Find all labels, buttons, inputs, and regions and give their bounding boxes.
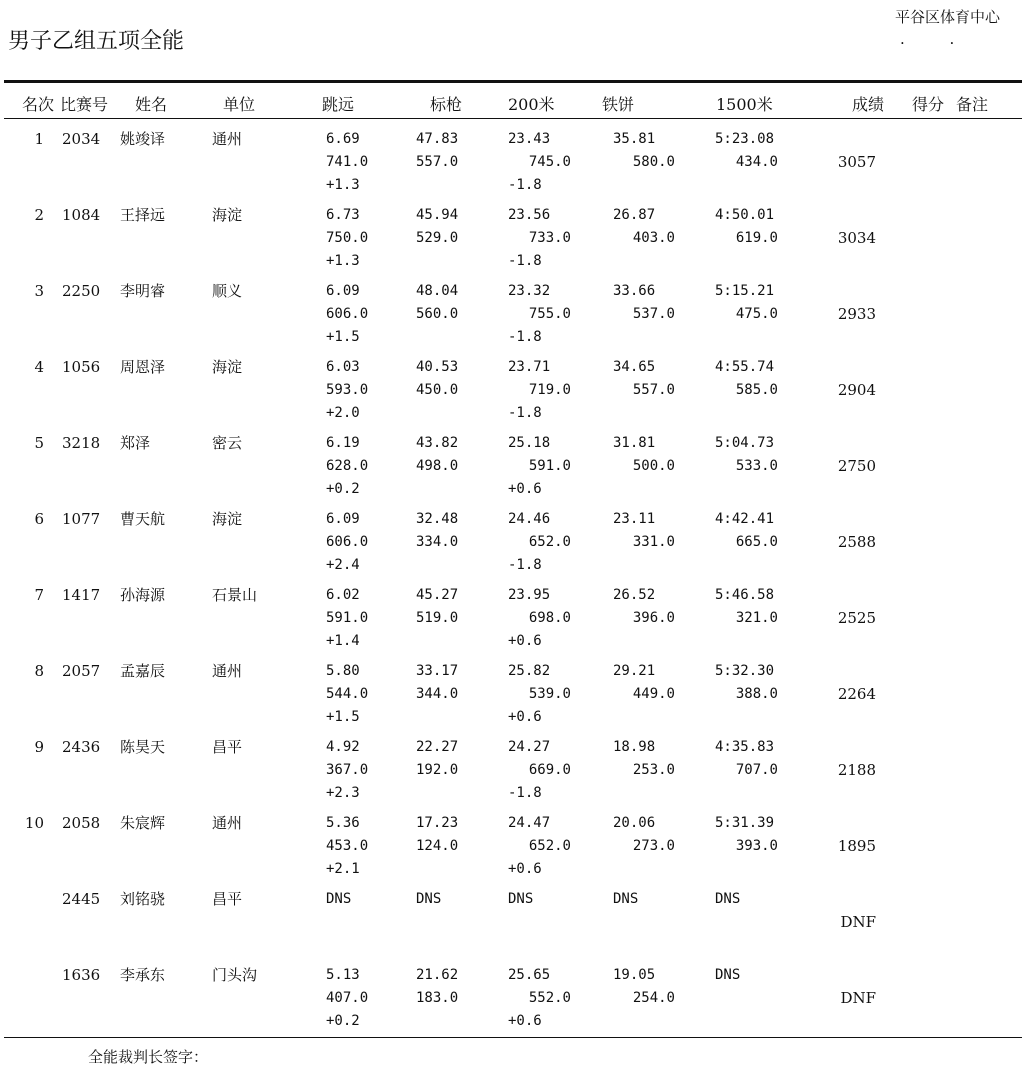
- long-jump-mark-cell: 6.19: [326, 435, 360, 451]
- bib-cell: 2058: [62, 814, 101, 832]
- 1500m-mark-cell: 4:42.41: [715, 511, 775, 527]
- 200m-wind-cell: -1.8: [508, 329, 542, 345]
- long-jump-wind-cell: +1.4: [326, 633, 360, 649]
- organizer: 平谷区体育中心: [895, 8, 1001, 26]
- 200m-points-cell: 733.0: [528, 230, 571, 246]
- organizer-dots: . .: [900, 30, 975, 48]
- 200m-wind-cell: -1.8: [508, 785, 542, 801]
- total-score-cell: DNF: [840, 989, 876, 1007]
- unit-cell: 海淀: [212, 510, 243, 528]
- 200m-wind-cell: -1.8: [508, 177, 542, 193]
- unit-cell: 密云: [212, 434, 243, 452]
- 200m-wind-cell: +0.6: [508, 481, 542, 497]
- 1500m-mark-cell: 5:31.39: [715, 815, 775, 831]
- bib-cell: 2445: [62, 890, 101, 908]
- athlete-name-cell: 刘铭骁: [120, 890, 166, 908]
- javelin-points-cell: 557.0: [416, 154, 459, 170]
- long-jump-points-cell: 628.0: [326, 458, 369, 474]
- 200m-mark-cell: 23.71: [508, 359, 551, 375]
- long-jump-wind-cell: +2.4: [326, 557, 360, 573]
- unit-cell: 石景山: [212, 586, 258, 604]
- long-jump-wind-cell: +2.0: [326, 405, 360, 421]
- unit-cell: 海淀: [212, 206, 243, 224]
- total-score-cell: 3057: [837, 153, 876, 171]
- discus-points-cell: 580.0: [632, 154, 675, 170]
- javelin-mark-cell: 45.27: [416, 587, 459, 603]
- 200m-points-cell: 698.0: [528, 610, 571, 626]
- discus-points-cell: 331.0: [632, 534, 675, 550]
- javelin-mark-cell: 48.04: [416, 283, 459, 299]
- javelin-mark-cell: 47.83: [416, 131, 459, 147]
- long-jump-wind-cell: +1.3: [326, 253, 360, 269]
- 200m-points-cell: 745.0: [528, 154, 571, 170]
- athlete-name-cell: 孟嘉辰: [120, 662, 166, 680]
- bib-cell: 2436: [62, 738, 101, 756]
- 200m-points-cell: 652.0: [528, 838, 571, 854]
- long-jump-wind-cell: +1.3: [326, 177, 360, 193]
- rank-cell: 6: [34, 510, 44, 528]
- 200m-points-cell: 652.0: [528, 534, 571, 550]
- 200m-wind-cell: +0.6: [508, 709, 542, 725]
- long-jump-mark-cell: 6.02: [326, 587, 360, 603]
- 1500m-mark-cell: 5:46.58: [715, 587, 775, 603]
- rank-cell: 7: [34, 586, 44, 604]
- 200m-mark-cell: 25.18: [508, 435, 551, 451]
- header-points: 得分: [912, 95, 945, 114]
- javelin-points-cell: 183.0: [416, 990, 459, 1006]
- long-jump-mark-cell: 6.73: [326, 207, 360, 223]
- discus-mark-cell: 35.81: [613, 131, 656, 147]
- long-jump-mark-cell: 5.13: [326, 967, 360, 983]
- total-score-cell: 2264: [837, 685, 876, 703]
- discus-mark-cell: 20.06: [613, 815, 656, 831]
- 200m-wind-cell: +0.6: [508, 633, 542, 649]
- javelin-mark-cell: 32.48: [416, 511, 459, 527]
- long-jump-points-cell: 606.0: [326, 534, 369, 550]
- bib-cell: 2250: [62, 282, 101, 300]
- 1500m-mark-cell: DNS: [715, 967, 741, 983]
- javelin-points-cell: 529.0: [416, 230, 459, 246]
- javelin-points-cell: 450.0: [416, 382, 459, 398]
- 200m-wind-cell: -1.8: [508, 557, 542, 573]
- discus-mark-cell: 19.05: [613, 967, 656, 983]
- bib-cell: 3218: [62, 434, 101, 452]
- total-score-cell: 2904: [837, 381, 876, 399]
- unit-cell: 昌平: [212, 738, 243, 756]
- 200m-mark-cell: 23.43: [508, 131, 551, 147]
- total-score-cell: 2188: [837, 761, 876, 779]
- discus-points-cell: 254.0: [632, 990, 675, 1006]
- long-jump-mark-cell: DNS: [326, 891, 352, 907]
- 200m-wind-cell: +0.6: [508, 861, 542, 877]
- javelin-mark-cell: 45.94: [416, 207, 459, 223]
- long-jump-wind-cell: +0.2: [326, 1013, 360, 1029]
- bib-cell: 1077: [62, 510, 101, 528]
- bib-cell: 2057: [62, 662, 101, 680]
- discus-points-cell: 273.0: [632, 838, 675, 854]
- bib-cell: 1636: [62, 966, 101, 984]
- 200m-mark-cell: DNS: [508, 891, 534, 907]
- total-score-cell: 3034: [837, 229, 876, 247]
- athlete-name-cell: 郑泽: [120, 434, 151, 452]
- 1500m-points-cell: 665.0: [735, 534, 778, 550]
- unit-cell: 通州: [212, 662, 243, 680]
- athlete-name-cell: 周恩泽: [120, 358, 166, 376]
- 200m-mark-cell: 24.46: [508, 511, 551, 527]
- bib-cell: 2034: [62, 130, 101, 148]
- 1500m-mark-cell: 4:35.83: [715, 739, 775, 755]
- long-jump-wind-cell: +1.5: [326, 329, 360, 345]
- athlete-name-cell: 曹天航: [120, 510, 166, 528]
- discus-points-cell: 557.0: [632, 382, 675, 398]
- 1500m-points-cell: 533.0: [735, 458, 778, 474]
- 200m-points-cell: 552.0: [528, 990, 571, 1006]
- rank-cell: 4: [34, 358, 44, 376]
- discus-mark-cell: 23.11: [613, 511, 656, 527]
- rank-cell: 9: [34, 738, 44, 756]
- unit-cell: 顺义: [212, 282, 243, 300]
- unit-cell: 海淀: [212, 358, 243, 376]
- long-jump-wind-cell: +1.5: [326, 709, 360, 725]
- 200m-wind-cell: -1.8: [508, 405, 542, 421]
- total-score-cell: DNF: [840, 913, 876, 931]
- chief-judge-signature-label: 全能裁判长签字：: [88, 1048, 209, 1066]
- discus-mark-cell: 26.52: [613, 587, 656, 603]
- 200m-mark-cell: 23.95: [508, 587, 551, 603]
- discus-points-cell: 396.0: [632, 610, 675, 626]
- 1500m-points-cell: 321.0: [735, 610, 778, 626]
- header-unit: 单位: [223, 95, 256, 114]
- discus-mark-cell: 18.98: [613, 739, 656, 755]
- discus-mark-cell: 34.65: [613, 359, 656, 375]
- 200m-mark-cell: 24.47: [508, 815, 551, 831]
- 1500m-points-cell: 434.0: [735, 154, 778, 170]
- 1500m-mark-cell: 5:32.30: [715, 663, 775, 679]
- bib-cell: 1417: [62, 586, 101, 604]
- javelin-points-cell: 124.0: [416, 838, 459, 854]
- athlete-name-cell: 陈昊天: [120, 738, 166, 756]
- discus-mark-cell: DNS: [613, 891, 639, 907]
- unit-cell: 通州: [212, 130, 243, 148]
- long-jump-wind-cell: +0.2: [326, 481, 360, 497]
- discus-points-cell: 449.0: [632, 686, 675, 702]
- header-total: 成绩: [852, 95, 885, 114]
- athlete-name-cell: 朱宸辉: [120, 814, 166, 832]
- header-bib: 比赛号: [60, 95, 109, 114]
- javelin-mark-cell: 21.62: [416, 967, 459, 983]
- total-score-cell: 2588: [837, 533, 876, 551]
- 200m-points-cell: 591.0: [528, 458, 571, 474]
- rank-cell: 1: [34, 130, 44, 148]
- athlete-name-cell: 王择远: [120, 206, 166, 224]
- unit-cell: 门头沟: [212, 966, 258, 984]
- javelin-points-cell: 560.0: [416, 306, 459, 322]
- rank-cell: 10: [24, 814, 44, 832]
- 200m-points-cell: 669.0: [528, 762, 571, 778]
- athlete-name-cell: 姚竣译: [120, 130, 166, 148]
- unit-cell: 昌平: [212, 890, 243, 908]
- javelin-points-cell: 344.0: [416, 686, 459, 702]
- long-jump-wind-cell: +2.1: [326, 861, 360, 877]
- header-long-jump: 跳远: [322, 95, 355, 114]
- javelin-points-cell: 498.0: [416, 458, 459, 474]
- total-score-cell: 2750: [837, 457, 876, 475]
- athlete-name-cell: 孙海源: [120, 586, 166, 604]
- header-200m: 200米: [508, 95, 555, 114]
- discus-points-cell: 253.0: [632, 762, 675, 778]
- 200m-mark-cell: 25.82: [508, 663, 551, 679]
- javelin-mark-cell: 22.27: [416, 739, 459, 755]
- rank-cell: 2: [34, 206, 44, 224]
- header-name: 姓名: [135, 95, 168, 114]
- 1500m-mark-cell: 5:23.08: [715, 131, 775, 147]
- rank-cell: 8: [34, 662, 44, 680]
- 200m-mark-cell: 24.27: [508, 739, 551, 755]
- 1500m-mark-cell: 5:04.73: [715, 435, 775, 451]
- 1500m-mark-cell: 4:50.01: [715, 207, 775, 223]
- long-jump-mark-cell: 4.92: [326, 739, 360, 755]
- discus-points-cell: 403.0: [632, 230, 675, 246]
- rank-cell: 3: [34, 282, 44, 300]
- bottom-rule: [4, 1037, 1022, 1038]
- javelin-points-cell: 334.0: [416, 534, 459, 550]
- bib-cell: 1056: [62, 358, 101, 376]
- javelin-mark-cell: 33.17: [416, 663, 459, 679]
- 200m-mark-cell: 23.32: [508, 283, 551, 299]
- javelin-points-cell: 519.0: [416, 610, 459, 626]
- 200m-mark-cell: 25.65: [508, 967, 551, 983]
- long-jump-mark-cell: 6.09: [326, 511, 360, 527]
- long-jump-points-cell: 544.0: [326, 686, 369, 702]
- long-jump-points-cell: 453.0: [326, 838, 369, 854]
- header-discus: 铁饼: [602, 95, 635, 114]
- header-1500m: 1500米: [716, 95, 773, 114]
- long-jump-points-cell: 591.0: [326, 610, 369, 626]
- bib-cell: 1084: [62, 206, 101, 224]
- athlete-name-cell: 李明睿: [120, 282, 166, 300]
- unit-cell: 通州: [212, 814, 243, 832]
- header-javelin: 标枪: [430, 95, 463, 114]
- long-jump-mark-cell: 6.09: [326, 283, 360, 299]
- 1500m-mark-cell: 4:55.74: [715, 359, 775, 375]
- 1500m-mark-cell: DNS: [715, 891, 741, 907]
- long-jump-points-cell: 606.0: [326, 306, 369, 322]
- discus-mark-cell: 29.21: [613, 663, 656, 679]
- javelin-mark-cell: 17.23: [416, 815, 459, 831]
- discus-points-cell: 500.0: [632, 458, 675, 474]
- 1500m-points-cell: 475.0: [735, 306, 778, 322]
- long-jump-points-cell: 750.0: [326, 230, 369, 246]
- 200m-points-cell: 539.0: [528, 686, 571, 702]
- discus-mark-cell: 33.66: [613, 283, 656, 299]
- 1500m-points-cell: 585.0: [735, 382, 778, 398]
- javelin-mark-cell: DNS: [416, 891, 442, 907]
- 1500m-points-cell: 619.0: [735, 230, 778, 246]
- long-jump-mark-cell: 6.03: [326, 359, 360, 375]
- discus-mark-cell: 26.87: [613, 207, 656, 223]
- javelin-points-cell: 192.0: [416, 762, 459, 778]
- total-score-cell: 2525: [837, 609, 876, 627]
- discus-points-cell: 537.0: [632, 306, 675, 322]
- javelin-mark-cell: 43.82: [416, 435, 459, 451]
- total-score-cell: 1895: [837, 837, 876, 855]
- 1500m-points-cell: 393.0: [735, 838, 778, 854]
- long-jump-points-cell: 367.0: [326, 762, 369, 778]
- page-title: 男子乙组五项全能: [8, 29, 185, 54]
- long-jump-mark-cell: 6.69: [326, 131, 360, 147]
- 200m-wind-cell: +0.6: [508, 1013, 542, 1029]
- total-score-cell: 2933: [837, 305, 876, 323]
- rank-cell: 5: [34, 434, 44, 452]
- long-jump-points-cell: 407.0: [326, 990, 369, 1006]
- 200m-mark-cell: 23.56: [508, 207, 551, 223]
- long-jump-mark-cell: 5.80: [326, 663, 360, 679]
- 1500m-points-cell: 707.0: [735, 762, 778, 778]
- header-rank: 名次: [22, 95, 55, 114]
- javelin-mark-cell: 40.53: [416, 359, 459, 375]
- discus-mark-cell: 31.81: [613, 435, 656, 451]
- long-jump-points-cell: 741.0: [326, 154, 369, 170]
- long-jump-mark-cell: 5.36: [326, 815, 360, 831]
- header-note: 备注: [956, 95, 989, 114]
- 200m-points-cell: 719.0: [528, 382, 571, 398]
- 200m-wind-cell: -1.8: [508, 253, 542, 269]
- 1500m-points-cell: 388.0: [735, 686, 778, 702]
- 1500m-mark-cell: 5:15.21: [715, 283, 775, 299]
- athlete-name-cell: 李承东: [120, 966, 166, 984]
- 200m-points-cell: 755.0: [528, 306, 571, 322]
- long-jump-wind-cell: +2.3: [326, 785, 360, 801]
- long-jump-points-cell: 593.0: [326, 382, 369, 398]
